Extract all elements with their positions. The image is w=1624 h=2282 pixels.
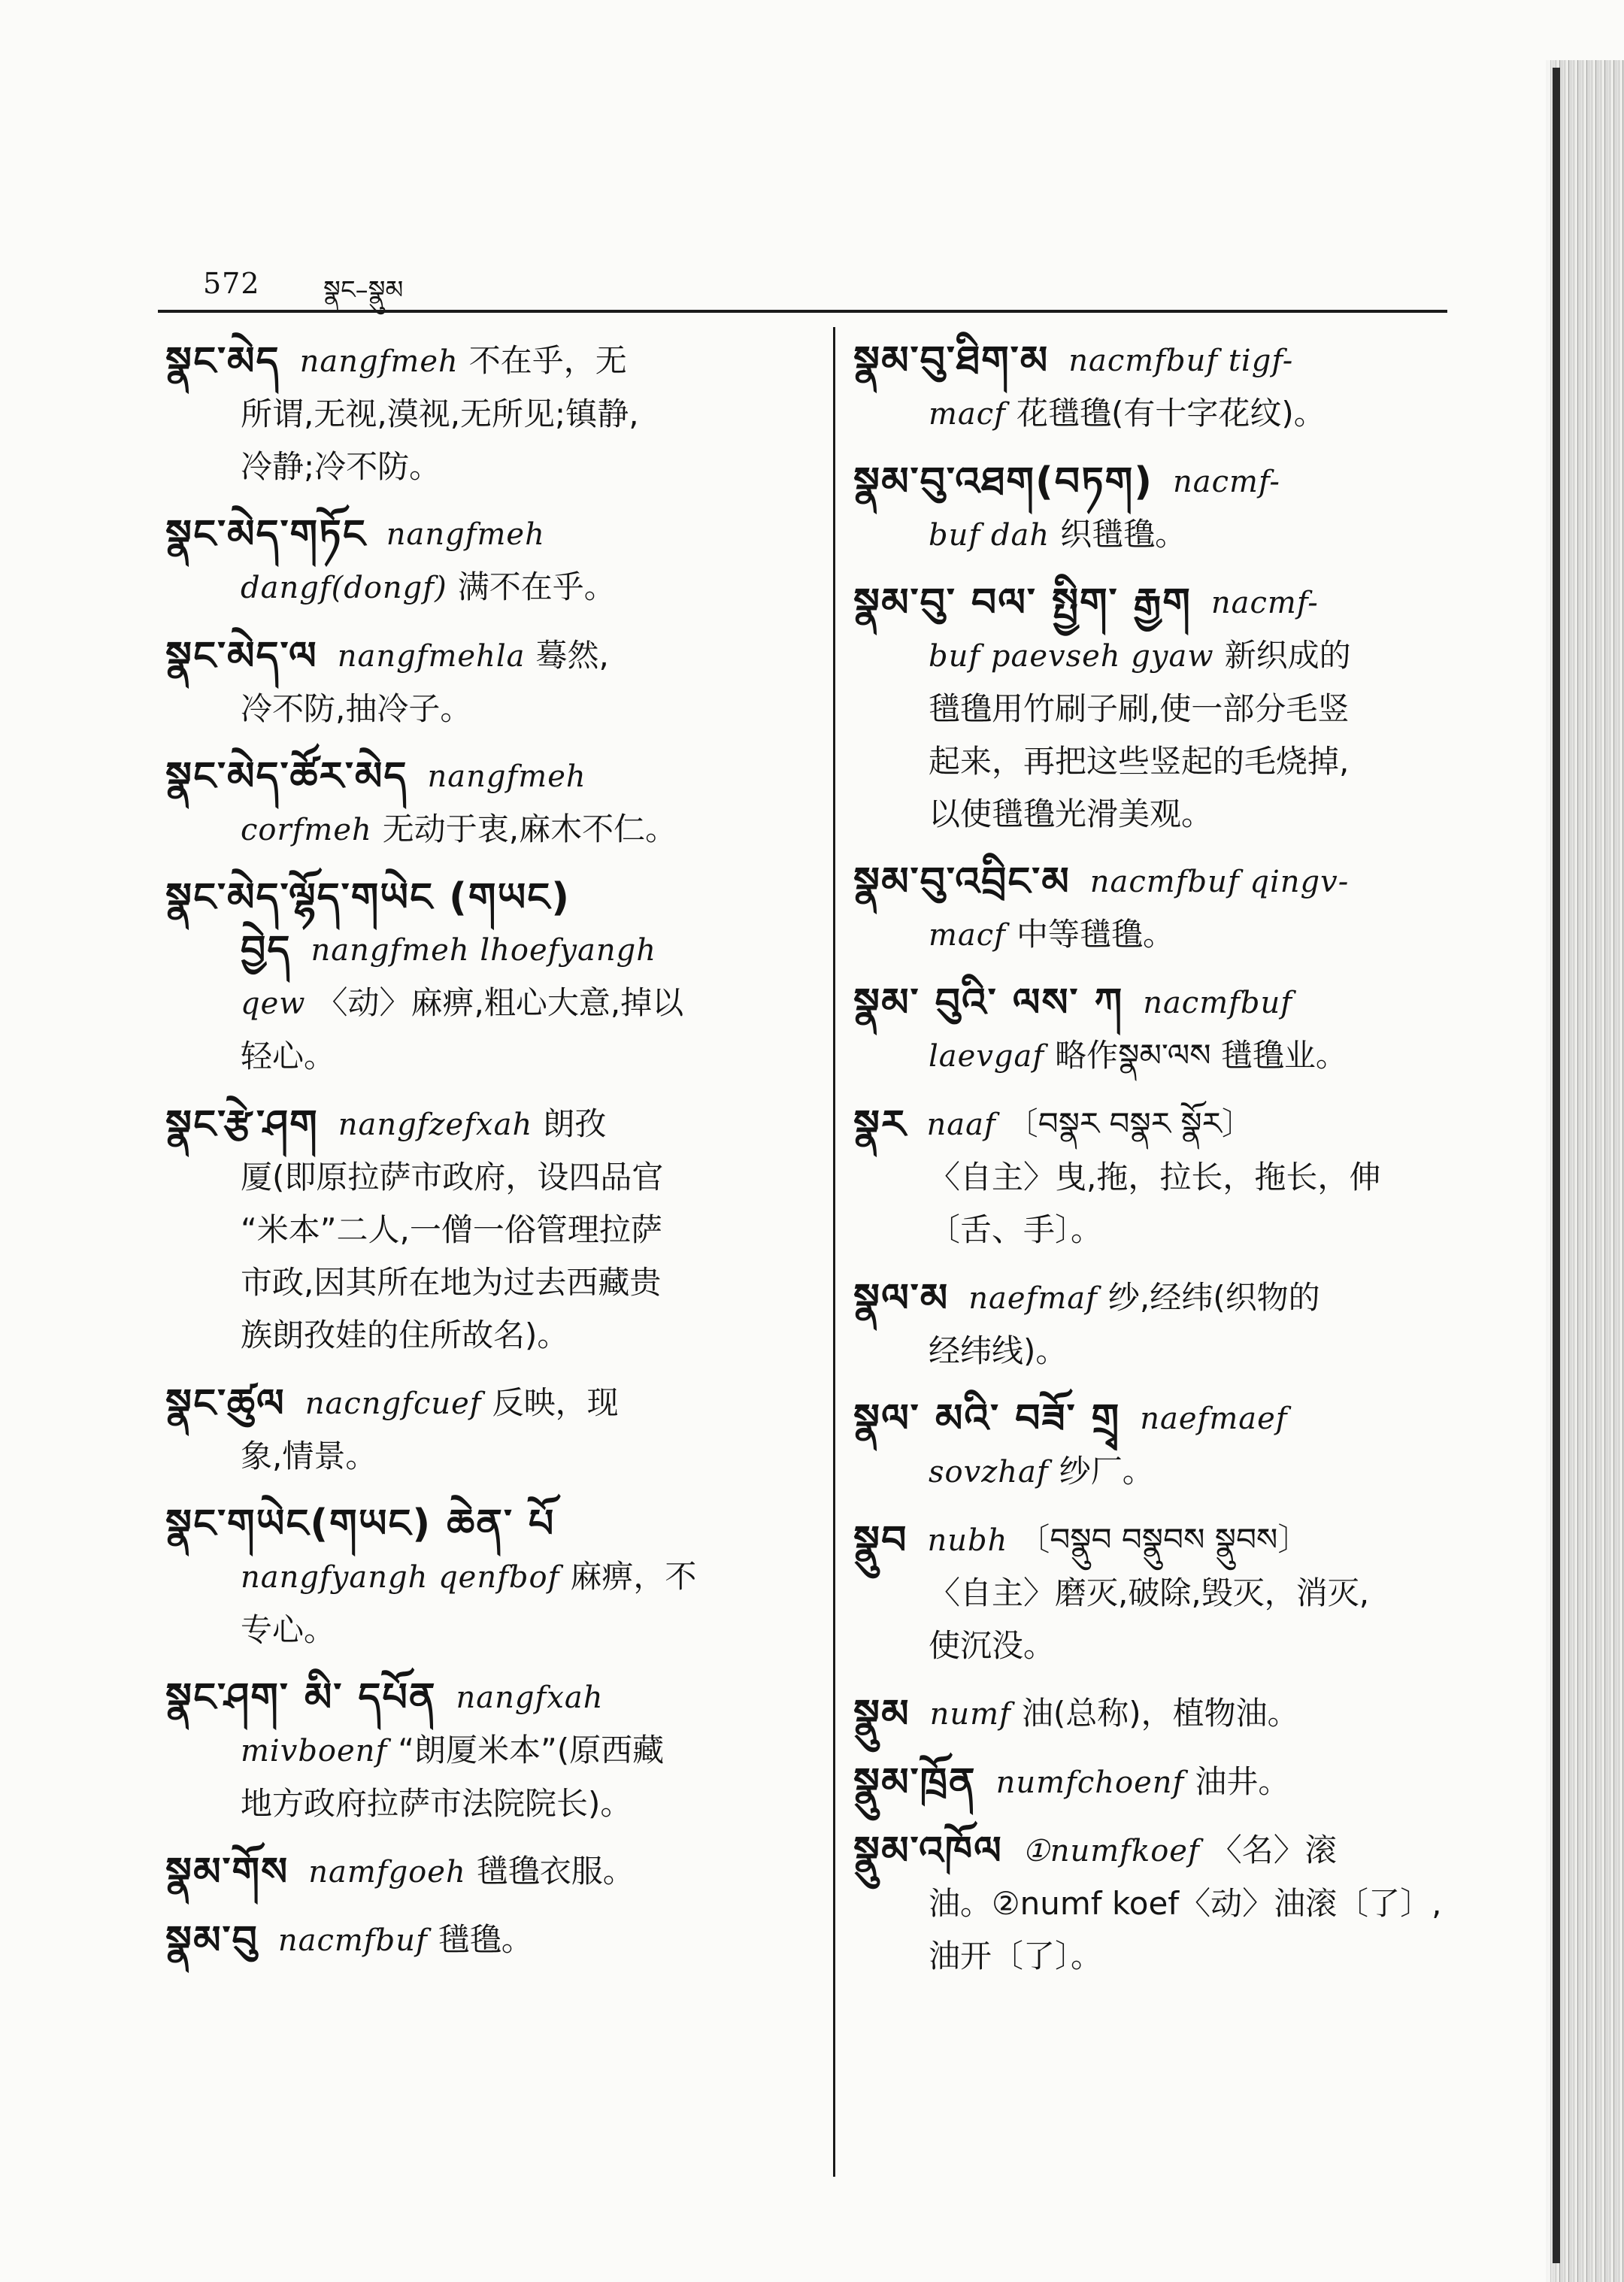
dictionary-entry	[846, 977, 1470, 1083]
entry-definition-line	[158, 1256, 804, 1309]
romanization: buf dah	[929, 518, 1050, 553]
chinese-definition: 〈自主〉磨灭,破除,毁灭，消灭,	[929, 1574, 1370, 1611]
romanization: nangfmehla	[337, 639, 526, 674]
chinese-definition: 油井。	[1195, 1763, 1290, 1800]
entry-headword-line	[158, 1671, 804, 1724]
tibetan-headword: སྣུམ་ཁྲོན	[853, 1760, 977, 1805]
chinese-definition: 使沉没。	[929, 1627, 1056, 1664]
entry-definition-line	[846, 1877, 1470, 1930]
header-rule	[158, 310, 1447, 313]
romanization: macf	[929, 918, 1006, 953]
entry-headword-line	[846, 1756, 1470, 1809]
entry-definition-line	[158, 1604, 804, 1656]
dictionary-entry	[158, 1914, 804, 1967]
entry-definition-line	[158, 1309, 804, 1362]
dictionary-entry	[846, 1756, 1470, 1809]
tibetan-headword: སྣང་མེད་ལ	[165, 634, 318, 679]
tibetan-headword: སྣང་ཚུལ	[165, 1381, 286, 1426]
entry-definition-line	[846, 1445, 1470, 1499]
entry-headword-line	[158, 1914, 804, 1967]
romanization: nangfmeh	[427, 759, 586, 794]
chinese-definition: 轻心。	[241, 1038, 336, 1074]
entry-definition-line	[158, 1724, 804, 1777]
column-divider	[833, 327, 835, 2177]
chinese-definition: 中等氆氇。	[1016, 916, 1174, 953]
entry-definition-line	[846, 1151, 1470, 1204]
dictionary-entry	[158, 508, 804, 614]
romanization: qew	[241, 986, 306, 1021]
romanization: nangfmeh lhoefyangh	[311, 933, 656, 968]
romanization: corfmeh	[241, 813, 372, 847]
chinese-definition: 所谓,无视,漠视,无所见;镇静,	[241, 395, 639, 432]
chinese-definition: 油(总称)，植物油。	[1021, 1695, 1299, 1732]
dictionary-entry	[158, 750, 804, 856]
entry-headword-line	[846, 1098, 1470, 1151]
entry-headword-line	[846, 1824, 1470, 1877]
entry-definition-line	[158, 924, 804, 977]
romanization: nacmfbuf tigf-	[1068, 344, 1294, 378]
right-column	[846, 335, 1470, 1998]
entry-definition-line	[846, 387, 1470, 441]
entry-headword-line	[158, 1377, 804, 1430]
dictionary-entry	[846, 335, 1470, 441]
romanization: naefmaef	[1140, 1402, 1288, 1436]
entry-definition-line	[158, 803, 804, 856]
entry-definition-line	[158, 1430, 804, 1483]
chinese-definition: 油开〔了〕。	[929, 1938, 1103, 1974]
romanization: nangfyangh qenfbof	[241, 1560, 560, 1595]
entry-headword-line	[158, 335, 804, 388]
entry-definition-line	[846, 629, 1470, 683]
entry-headword-line	[846, 1271, 1470, 1325]
tibetan-headword: སྣུམ	[853, 1692, 910, 1737]
dictionary-entry	[846, 456, 1470, 562]
tibetan-headword: སྣམ་བུ	[165, 1918, 259, 1963]
chinese-definition: 〔བསྣུབ བསྣུབས སྣུབས〕	[1018, 1521, 1310, 1558]
entry-headword-line	[158, 1498, 804, 1550]
entry-headword-line	[158, 750, 804, 803]
chinese-definition: “朗厦米本”(原西藏	[398, 1732, 665, 1768]
entry-definition-line	[846, 1325, 1470, 1377]
tibetan-headword: སྣང་ཤག་ མི་ དཔོན	[165, 1675, 437, 1720]
entry-definition-line	[158, 441, 804, 493]
chinese-definition: 〔བསྣར བསྣར སྣོར〕	[1006, 1105, 1253, 1142]
chinese-definition: 氆氇用竹刷子刷,使一部分毛竖	[929, 690, 1350, 727]
chinese-definition: 专心。	[241, 1611, 336, 1648]
chinese-definition: 起来，再把这些竖起的毛烧掉,	[929, 743, 1350, 780]
romanization: nacngfcuef	[304, 1386, 482, 1421]
romanization: buf paevseh gyaw	[929, 639, 1214, 674]
chinese-definition: 氆氇衣服。	[476, 1853, 635, 1890]
entry-definition-line	[846, 1204, 1470, 1256]
chinese-definition: 织氆氇。	[1060, 516, 1187, 553]
dictionary-entry	[158, 335, 804, 493]
tibetan-headword: སྣལ་ མའི་ བཟོ་ གྲྭ	[853, 1396, 1121, 1441]
chinese-definition: 新织成的	[1224, 637, 1351, 674]
chinese-definition: 地方政府拉萨市法院院长)。	[241, 1785, 632, 1822]
romanization: sovzhaf	[929, 1455, 1049, 1490]
entry-definition-line	[846, 735, 1470, 788]
romanization: naefmaf	[968, 1281, 1098, 1316]
chinese-definition: 〈自主〉曳,拖，拉长，拖长，伸	[929, 1159, 1381, 1196]
page-number: 572	[203, 267, 260, 300]
romanization: macf	[929, 397, 1006, 432]
chinese-definition: 略作སྣམ་ལས 氆氇业。	[1055, 1037, 1347, 1074]
romanization: naaf	[926, 1108, 996, 1142]
entry-definition-line	[846, 788, 1470, 841]
dictionary-entry	[846, 856, 1470, 962]
romanization: mivboenf	[241, 1734, 388, 1768]
dictionary-entry	[158, 1098, 804, 1362]
chinese-definition: 油。②numf koef〈动〉油滚〔了〕,	[929, 1885, 1442, 1922]
chinese-definition: 以使氆氇光滑美观。	[929, 796, 1213, 832]
dictionary-entry	[158, 1377, 804, 1483]
entry-headword-line	[158, 1098, 804, 1151]
entry-headword-line	[846, 335, 1470, 387]
entry-definition-line	[158, 1204, 804, 1256]
entry-headword-line	[158, 629, 804, 683]
chinese-definition: 厦(即原拉萨市政府，设四品官	[241, 1159, 664, 1196]
entry-definition-line	[158, 977, 804, 1030]
chinese-definition: 纱,经纬(织物的	[1107, 1279, 1320, 1316]
entry-headword-line	[846, 577, 1470, 629]
dictionary-entry	[158, 1845, 804, 1899]
tibetan-headword: སྣམ་བུ་ཐིག་མ	[853, 338, 1050, 383]
dictionary-entry	[846, 1687, 1470, 1741]
entry-headword-line	[846, 456, 1470, 508]
chinese-definition: 〔舌、手〕。	[929, 1211, 1103, 1248]
entry-definition-line	[158, 561, 804, 614]
entry-headword-line	[846, 1514, 1470, 1567]
tibetan-headword: སྣང་གཡེང(གཡང) ཆེན་ པོ	[165, 1502, 556, 1547]
chinese-definition: 〈动〉麻痹,粗心大意,掉以	[316, 984, 684, 1021]
chinese-definition: 纱厂。	[1059, 1453, 1154, 1490]
entry-definition-line	[846, 1620, 1470, 1672]
romanization: nacmfbuf	[277, 1923, 428, 1958]
romanization: laevgaf	[929, 1039, 1045, 1074]
chinese-definition: “米本”二人,一僧一俗管理拉萨	[241, 1211, 662, 1248]
entry-definition-line	[158, 1777, 804, 1830]
chinese-definition: 满不在乎。	[457, 568, 616, 605]
romanization: nacmf-	[1173, 465, 1280, 499]
romanization: nangfzefxah	[338, 1108, 533, 1142]
romanization: numf	[929, 1697, 1011, 1732]
tibetan-headword: སྣང་མེད་ཚོར་མེད	[165, 754, 408, 799]
entry-headword-line	[846, 1393, 1470, 1445]
chinese-definition: 蓦然,	[535, 637, 609, 674]
chinese-definition: 花氆氇(有十字花纹)。	[1016, 395, 1326, 432]
entry-definition-line	[158, 1030, 804, 1083]
romanization: ①numfkoef	[1022, 1834, 1200, 1868]
tibetan-headword: བྱེད	[241, 928, 292, 973]
entry-headword-line	[846, 977, 1470, 1029]
romanization: nacmfbuf qingv-	[1089, 865, 1350, 899]
entry-definition-line	[846, 1567, 1470, 1620]
dictionary-entry	[846, 1271, 1470, 1377]
tibetan-headword: སྣང་རྩེ་ཤག	[165, 1102, 319, 1147]
tibetan-headword: སྣལ་མ	[853, 1276, 950, 1321]
dictionary-entry	[846, 1824, 1470, 1983]
left-column	[158, 335, 804, 1982]
romanization: nangfmeh	[386, 517, 545, 552]
dictionary-entry	[158, 1498, 804, 1656]
dictionary-entry	[158, 629, 804, 735]
tibetan-headword: སྣུམ་འཁོལ	[853, 1829, 1003, 1874]
tibetan-headword: སྣང་མེད	[165, 339, 280, 384]
tibetan-headword: སྣང་མེད་ལྷོད་གཡེང (གཡང)	[165, 875, 571, 920]
dictionary-entry	[846, 1098, 1470, 1256]
chinese-definition: 朗孜	[543, 1105, 607, 1142]
tibetan-headword: སྣར	[853, 1102, 907, 1147]
chinese-definition: 〈名〉滚	[1210, 1832, 1337, 1868]
chinese-definition: 象,情景。	[241, 1438, 377, 1474]
entry-definition-line	[846, 683, 1470, 735]
entry-headword-line	[846, 856, 1470, 908]
romanization: namfgoeh	[308, 1855, 466, 1890]
entry-definition-line	[158, 683, 804, 735]
tibetan-headword: སྣམ་གོས	[165, 1850, 289, 1895]
dictionary-entry	[846, 1514, 1470, 1672]
entry-definition-line	[846, 908, 1470, 962]
entry-definition-line	[158, 1151, 804, 1204]
romanization: dangf(dongf)	[241, 571, 447, 605]
entry-definition-line	[846, 1930, 1470, 1983]
romanization: nacmfbuf	[1143, 986, 1293, 1020]
chinese-definition: 麻痹，不	[570, 1558, 697, 1595]
page-header	[203, 267, 404, 312]
entry-definition-line	[846, 508, 1470, 562]
entry-headword-line	[846, 1687, 1470, 1741]
dictionary-entry	[846, 1393, 1470, 1499]
chinese-definition: 反映，现	[492, 1384, 619, 1421]
chinese-definition: 经纬线)。	[929, 1332, 1068, 1369]
tibetan-headword: སྣུབ	[853, 1518, 908, 1563]
dictionary-entry	[158, 871, 804, 1083]
chinese-definition: 氆氇。	[438, 1921, 533, 1958]
chinese-definition: 冷不防,抽冷子。	[241, 690, 472, 727]
chinese-definition: 不在乎，无	[468, 342, 627, 379]
tibetan-headword: སྣམ་ བུའི་ ལས་ ཀ	[853, 980, 1124, 1026]
tibetan-headword: སྣམ་བུ་ བལ་ སྤྱིག་ རྒྱག	[853, 580, 1192, 626]
tibetan-headword: སྣམ་བུ་འཐག(བཏག)	[853, 459, 1153, 505]
dictionary-entry	[846, 577, 1470, 841]
chinese-definition: 族朗孜娃的住所故名)。	[241, 1317, 569, 1353]
dictionary-entry	[158, 1671, 804, 1830]
chinese-definition: 冷静;冷不防。	[241, 448, 441, 485]
entry-definition-line	[846, 1029, 1470, 1083]
chinese-definition: 市政,因其所在地为过去西藏贵	[241, 1264, 662, 1301]
entry-definition-line	[158, 388, 804, 441]
running-head: སྣང–སྣུམ	[323, 275, 404, 305]
entry-headword-line	[158, 508, 804, 561]
entry-headword-line	[158, 1845, 804, 1899]
entry-headword-line	[158, 871, 804, 924]
romanization: nubh	[927, 1523, 1008, 1558]
tibetan-headword: སྣམ་བུ་འབྲིང་མ	[853, 859, 1071, 905]
romanization: nangfxah	[456, 1680, 604, 1715]
romanization: nacmf-	[1210, 586, 1319, 620]
romanization: nangfmeh	[299, 344, 459, 379]
tibetan-headword: སྣང་མེད་གཏོང	[165, 512, 367, 557]
romanization: numfchoenf	[995, 1765, 1185, 1800]
entry-definition-line	[158, 1550, 804, 1604]
book-spine-shadow	[1553, 68, 1560, 2263]
chinese-definition: 无动于衷,麻木不仁。	[382, 811, 677, 847]
